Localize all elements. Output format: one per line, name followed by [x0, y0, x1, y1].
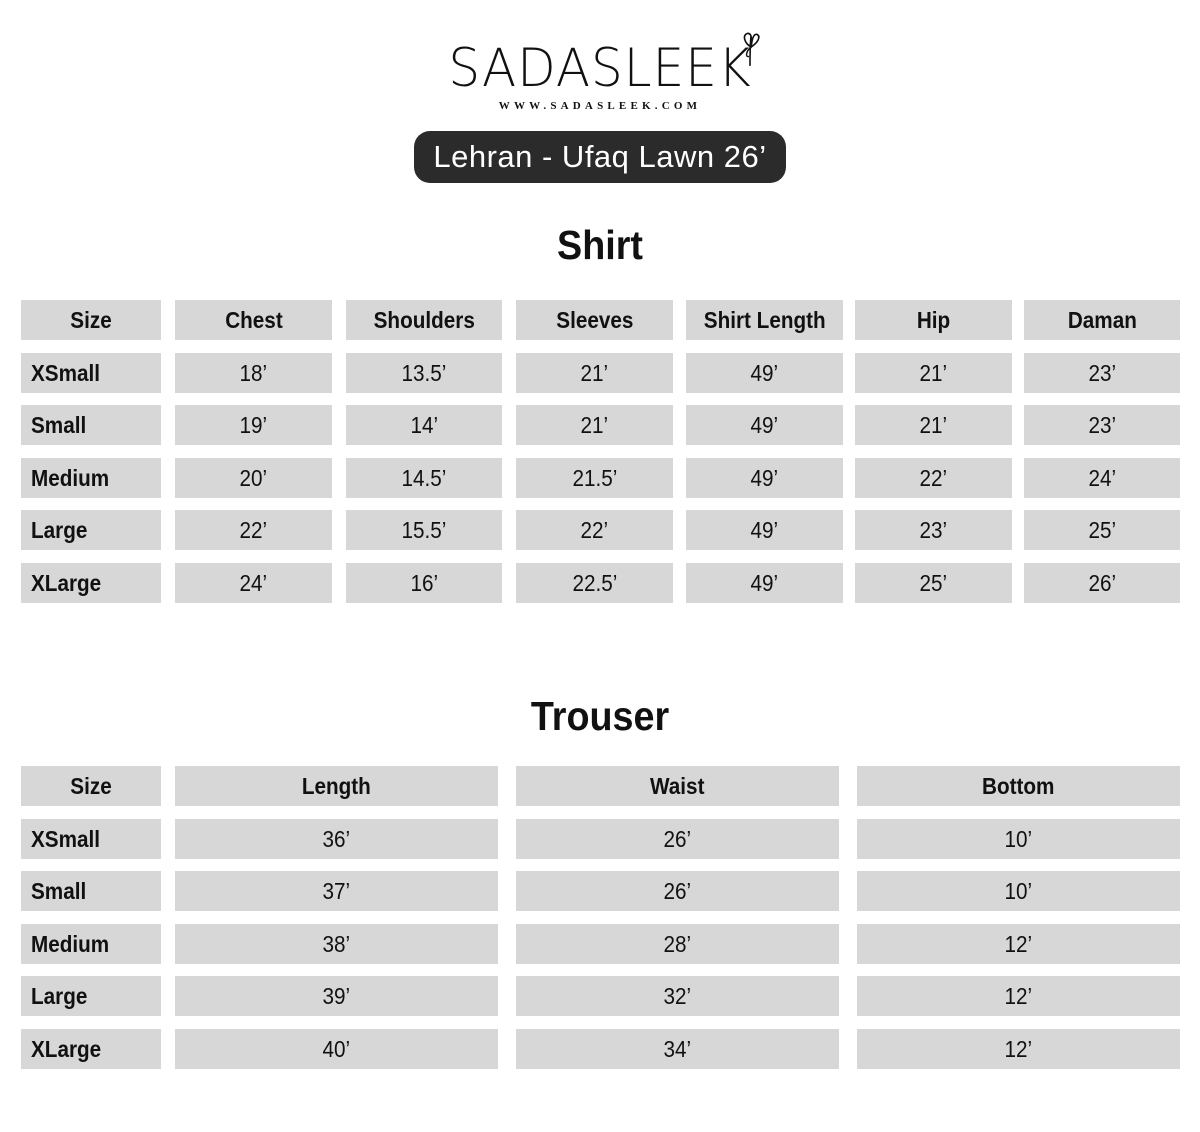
trouser-header-cell: [516, 766, 839, 806]
cell-text: 49’: [750, 360, 779, 386]
shirt-value-cell: [1024, 458, 1180, 498]
trouser-size-cell: [21, 976, 161, 1016]
shirt-value-cell: [346, 458, 502, 498]
cell-text: 18’: [239, 360, 268, 386]
trouser-size-cell: [21, 871, 161, 911]
shirt-size-cell: [21, 510, 161, 550]
cell-text: Hip: [916, 307, 951, 333]
cell-text: 23’: [919, 517, 948, 543]
shirt-title: Shirt: [557, 222, 643, 268]
trouser-title: Trouser: [530, 693, 670, 739]
cell-text: 26’: [663, 878, 692, 904]
cell-text: Size: [70, 307, 112, 333]
cell-text: 39’: [322, 983, 351, 1009]
butterfly-icon: [734, 30, 766, 68]
cell-text: 21.5’: [572, 465, 617, 491]
shirt-value-cell: [686, 510, 843, 550]
brand-logo: [448, 37, 751, 100]
trouser-value-cell: [516, 924, 839, 964]
cell-text: 34’: [663, 1036, 692, 1062]
shirt-header-cell: [175, 300, 332, 340]
shirt-value-cell: [686, 563, 843, 603]
cell-text: Daman: [1067, 307, 1137, 333]
cell-text: 15.5’: [401, 517, 447, 543]
collection-title: Lehran - Ufaq Lawn 26’: [414, 131, 786, 183]
cell-text: 38’: [322, 931, 351, 957]
cell-text: 22’: [580, 517, 609, 543]
cell-text: 19’: [239, 412, 268, 438]
cell-text: 49’: [750, 412, 779, 438]
cell-text: 14’: [410, 412, 438, 438]
cell-text: 22’: [239, 517, 268, 543]
brand-url: WWW.SADASLEEK.COM: [498, 100, 702, 112]
shirt-value-cell: [175, 563, 332, 603]
trouser-value-cell: [175, 924, 498, 964]
cell-text: 49’: [750, 517, 779, 543]
shirt-value-cell: [686, 458, 843, 498]
cell-text: 16’: [410, 570, 438, 596]
cell-text: 28’: [663, 931, 692, 957]
cell-text: 10’: [1004, 878, 1033, 904]
shirt-value-cell: [516, 458, 673, 498]
trouser-value-cell: [857, 871, 1180, 911]
cell-text: 12’: [1004, 931, 1033, 957]
cell-text: 49’: [750, 465, 779, 491]
brand-name: SADASLEEK: [448, 37, 752, 99]
trouser-value-cell: [516, 819, 839, 859]
shirt-value-cell: [516, 405, 673, 445]
shirt-value-cell: [516, 563, 673, 603]
cell-text: Sleeves: [555, 307, 634, 333]
shirt-header-cell: [516, 300, 673, 340]
trouser-value-cell: [857, 819, 1180, 859]
trouser-header-cell: [175, 766, 498, 806]
cell-text: 22’: [919, 465, 948, 491]
cell-text: 40’: [322, 1036, 351, 1062]
trouser-value-cell: [175, 1029, 498, 1069]
cell-text: 21’: [919, 412, 948, 438]
cell-text: 25’: [1088, 517, 1116, 543]
shirt-value-cell: [855, 563, 1012, 603]
brand-header: [0, 38, 1200, 112]
shirt-header-cell: [21, 300, 161, 340]
cell-text: 21’: [580, 360, 609, 386]
trouser-value-cell: [175, 871, 498, 911]
cell-text: 49’: [750, 570, 779, 596]
cell-text: Waist: [650, 773, 705, 799]
cell-text: 22.5’: [572, 570, 617, 596]
cell-text: Chest: [224, 307, 283, 333]
shirt-value-cell: [175, 405, 332, 445]
cell-text: 25’: [919, 570, 948, 596]
cell-text: XLarge: [31, 570, 102, 596]
shirt-value-cell: [1024, 510, 1180, 550]
trouser-value-cell: [857, 976, 1180, 1016]
trouser-size-cell: [21, 819, 161, 859]
cell-text: Length: [302, 773, 371, 799]
shirt-value-cell: [175, 458, 332, 498]
cell-text: 14.5’: [401, 465, 447, 491]
shirt-header-cell: [346, 300, 502, 340]
trouser-value-cell: [175, 976, 498, 1016]
cell-text: 12’: [1004, 1036, 1033, 1062]
trouser-value-cell: [516, 976, 839, 1016]
shirt-value-cell: [855, 510, 1012, 550]
shirt-value-cell: [346, 510, 502, 550]
cell-text: Shirt Length: [703, 307, 826, 333]
cell-text: 32’: [663, 983, 692, 1009]
trouser-value-cell: [516, 871, 839, 911]
cell-text: Small: [31, 412, 87, 438]
cell-text: Medium: [31, 465, 110, 491]
shirt-value-cell: [175, 353, 332, 393]
shirt-value-cell: [516, 353, 673, 393]
cell-text: Bottom: [982, 773, 1055, 799]
cell-text: Size: [70, 773, 112, 799]
trouser-value-cell: [857, 924, 1180, 964]
shirt-value-cell: [855, 405, 1012, 445]
shirt-value-cell: [175, 510, 332, 550]
shirt-header-cell: [686, 300, 843, 340]
cell-text: 23’: [1088, 412, 1116, 438]
cell-text: XSmall: [31, 826, 101, 852]
cell-text: Medium: [31, 931, 110, 957]
shirt-value-cell: [1024, 563, 1180, 603]
shirt-value-cell: [346, 353, 502, 393]
shirt-value-cell: [1024, 353, 1180, 393]
cell-text: 20’: [239, 465, 268, 491]
cell-text: Small: [31, 878, 87, 904]
shirt-header-cell: [1024, 300, 1180, 340]
cell-text: Large: [31, 517, 88, 543]
shirt-value-cell: [346, 405, 502, 445]
cell-text: 21’: [580, 412, 609, 438]
cell-text: 26’: [663, 826, 692, 852]
shirt-value-cell: [855, 353, 1012, 393]
trouser-value-cell: [175, 819, 498, 859]
cell-text: 23’: [1088, 360, 1116, 386]
shirt-value-cell: [686, 353, 843, 393]
cell-text: 10’: [1004, 826, 1033, 852]
shirt-value-cell: [855, 458, 1012, 498]
shirt-size-cell: [21, 353, 161, 393]
cell-text: 37’: [322, 878, 351, 904]
shirt-value-cell: [516, 510, 673, 550]
trouser-size-cell: [21, 924, 161, 964]
cell-text: Large: [31, 983, 88, 1009]
cell-text: 24’: [1088, 465, 1116, 491]
shirt-size-cell: [21, 458, 161, 498]
trouser-value-cell: [857, 1029, 1180, 1069]
shirt-size-cell: [21, 405, 161, 445]
cell-text: 21’: [919, 360, 948, 386]
shirt-value-cell: [346, 563, 502, 603]
trouser-header-cell: [857, 766, 1180, 806]
cell-text: 12’: [1004, 983, 1033, 1009]
shirt-size-cell: [21, 563, 161, 603]
cell-text: 36’: [322, 826, 351, 852]
cell-text: 13.5’: [401, 360, 447, 386]
cell-text: 24’: [239, 570, 268, 596]
trouser-value-cell: [516, 1029, 839, 1069]
cell-text: XSmall: [31, 360, 101, 386]
shirt-header-cell: [855, 300, 1012, 340]
cell-text: Shoulders: [373, 307, 475, 333]
cell-text: 26’: [1088, 570, 1116, 596]
cell-text: XLarge: [31, 1036, 102, 1062]
shirt-value-cell: [686, 405, 843, 445]
trouser-size-cell: [21, 1029, 161, 1069]
trouser-header-cell: [21, 766, 161, 806]
shirt-value-cell: [1024, 405, 1180, 445]
